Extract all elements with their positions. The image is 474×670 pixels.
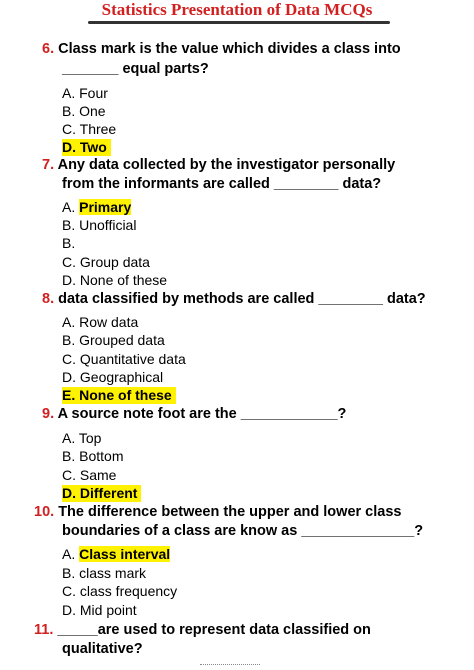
question-6-line-2: _______ equal parts? xyxy=(62,61,209,77)
question-text: Any data collected by the investigator personally xyxy=(57,157,396,173)
question-number: 7. xyxy=(42,157,55,173)
option-8-a: A. Row data xyxy=(62,314,139,330)
option-10-b: B. class mark xyxy=(62,565,147,581)
option-8-b: B. Grouped data xyxy=(62,332,165,348)
option-10-d: D. Mid point xyxy=(62,602,137,618)
question-text: A source note foot are the ____________? xyxy=(57,406,347,422)
option-9-d-answer: D. Different xyxy=(62,485,141,502)
question-number: 9. xyxy=(42,406,55,422)
option-10-a-answer: A. Class interval xyxy=(62,546,171,562)
question-number: 10. xyxy=(34,504,55,520)
option-8-c: C. Quantitative data xyxy=(62,351,186,367)
option-9-c: C. Same xyxy=(62,467,117,483)
question-7-line-2: from the informants are called ________ data? xyxy=(62,176,382,192)
title-underline xyxy=(88,21,390,24)
option-10-c: C. class frequency xyxy=(62,583,178,599)
question-8-line-1 xyxy=(42,290,426,308)
option-6-a: A. Four xyxy=(62,85,108,101)
question-11-line-1 xyxy=(34,621,371,639)
option-9-a: A. Top xyxy=(62,430,102,446)
page-footer-mark xyxy=(200,664,260,669)
question-7-line-1 xyxy=(42,156,395,174)
question-text: _____are used to represent data classified on xyxy=(57,622,371,638)
question-6-line-1 xyxy=(42,40,401,58)
option-8-e-answer: E. None of these xyxy=(62,387,176,404)
question-9-line-1 xyxy=(42,405,346,423)
option-6-b: B. One xyxy=(62,103,106,119)
question-text: Class mark is the value which divides a class into xyxy=(58,41,401,57)
question-number: 11. xyxy=(34,622,54,638)
question-text: The difference between the upper and lower class xyxy=(58,504,402,520)
option-7-b-empty: B. xyxy=(62,235,76,251)
question-number: 6. xyxy=(42,41,55,57)
option-6-c: C. Three xyxy=(62,121,117,137)
option-9-b: B. Bottom xyxy=(62,448,124,464)
page-title: Statistics Presentation of Data MCQs xyxy=(101,0,373,19)
question-10-line-1 xyxy=(34,503,401,521)
option-7-b: B. Unofficial xyxy=(62,217,137,233)
question-10-line-2: boundaries of a class are know as ______________? xyxy=(62,523,424,539)
question-11-line-2: qualitative? xyxy=(62,641,143,657)
option-8-d: D. Geographical xyxy=(62,369,164,385)
option-7-c: C. Group data xyxy=(62,254,150,270)
option-7-d: D. None of these xyxy=(62,272,168,288)
question-text: data classified by methods are called ________ data? xyxy=(58,291,426,307)
option-6-d-answer: D. Two xyxy=(62,139,111,156)
option-7-a-answer: A. Primary xyxy=(62,199,132,215)
question-number: 8. xyxy=(42,291,55,307)
